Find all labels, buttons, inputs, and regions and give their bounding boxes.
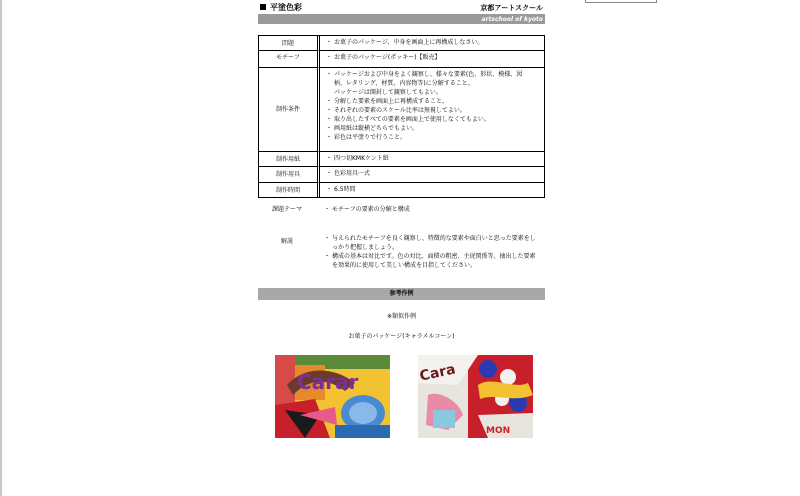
commentary-body [318,234,536,270]
commentary-label: 解説 [280,238,293,245]
spec-content [320,152,544,167]
svg-text:Carar: Carar [297,370,359,394]
svg-text:MON: MON [486,426,511,436]
square-bullet-icon [260,4,266,10]
spec-line: ・ 彩色は平塗りで行うこと。 [320,133,534,142]
spec-content [320,36,544,51]
commentary-line-2: ・ 構成の基本は対比です。色の対比、面積の粗密、主従関係等、抽出した要素を効果的に使用して美しい構成を目指してください。 [318,252,536,270]
example-artwork-2 [418,355,533,438]
spec-line: ・ 四つ切KMKケント紙 [320,154,534,163]
reference-note: ※類似作例 [386,313,417,320]
theme-text: ・ モチーフの要素の分解と構成 [318,205,557,214]
spec-line: ・ パッケージおよび中身をよく観察し、様々な要素(色、形状、模様、図柄、レタリング、材質、内容物等)に分解すること。 [320,70,534,88]
top-right-box [585,0,657,3]
spec-row [259,51,544,68]
reference-caption: お菓子のパッケージ(キャラメルコーン) [348,333,455,340]
spec-line: ・ それぞれの要素のスケール比率は無視してよい。 [320,106,534,115]
svg-text:Cara: Cara [418,361,457,385]
spec-label: モチーフ [259,51,320,68]
spec-content [320,51,544,68]
example-artwork-1 [275,355,390,438]
spec-label: 制作用紙 [259,152,320,167]
spec-line: ・ 分解した要素を画面上に再構成すること。 [320,97,534,106]
page-title [260,3,302,12]
spec-line: ・ 取り出したすべての要素を画面上で使用しなくてもよい。 [320,115,534,124]
theme-label: 課題テーマ [271,206,302,213]
spec-line: ・ 画用紙は縦横どちらでもよい。 [320,124,534,133]
spec-line: ・ お菓子のパッケージ(ポッキー)【販売】 [320,53,534,62]
spec-line: ・ 6.5時間 [320,185,534,194]
document-page [258,0,545,436]
spec-label: 制作条件 [259,68,320,152]
reference-bar: 参考作例 [258,288,545,300]
header-grey-bar [258,14,545,24]
school-name-jp: 京都アートスクール [480,4,543,12]
spec-content [320,68,544,152]
spec-line: ・ 色彩用具一式 [320,169,534,178]
spec-row [259,152,544,167]
spec-table [258,35,545,198]
spec-content [320,183,544,197]
spec-row [259,36,544,51]
spec-label: 制作時間 [259,183,320,197]
spec-line: パッケージは開封して観察してもよい。 [334,89,442,96]
commentary-line-1: ・ 与えられたモチーフを良く観察し、特徴的な要素や面白いと思った要素をしっかり把握しましょう。 [318,234,536,252]
spec-row [259,68,544,152]
page-title-text: 平塗色彩 [270,3,302,12]
spec-row [259,183,544,197]
header [258,0,545,14]
school-name-en: artschool of kyoto [481,16,543,23]
spec-line: ・ お菓子のパッケージ、中身を画面上に再構成しなさい。 [320,38,534,47]
spec-content [320,167,544,183]
spec-label: 制作用具 [259,167,320,183]
spec-row [259,167,544,183]
spec-label: 問題 [259,36,320,51]
